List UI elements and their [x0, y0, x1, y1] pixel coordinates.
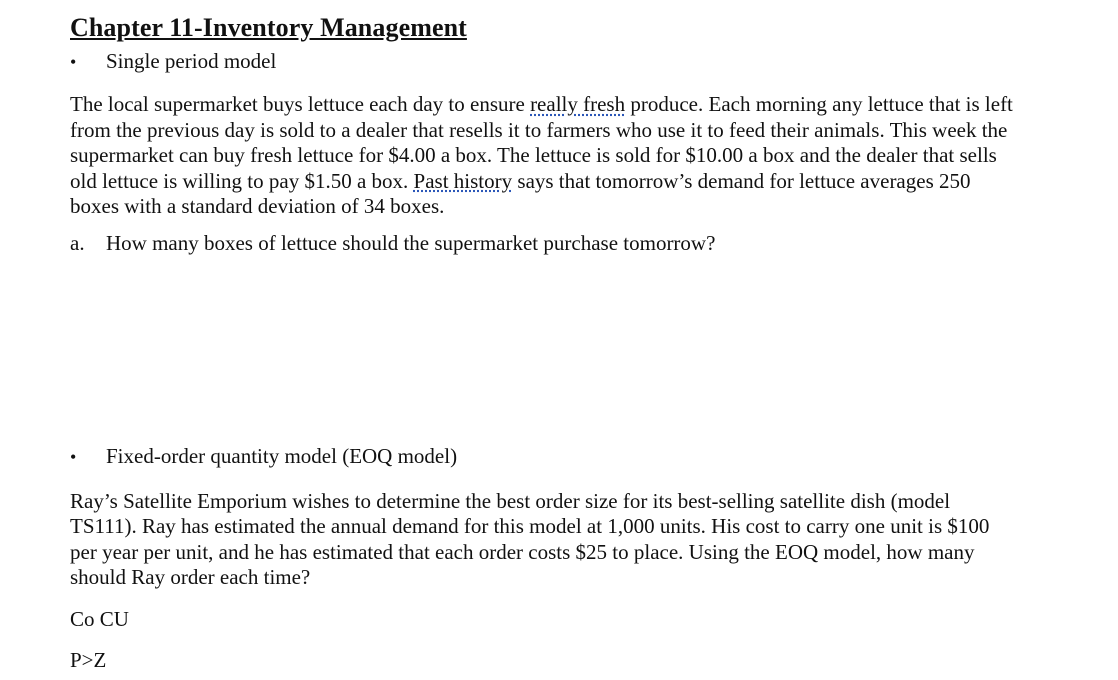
page-title: Chapter 11-Inventory Management: [70, 13, 467, 42]
note-co-cu: Co CU: [70, 606, 129, 631]
paragraph-text: The local supermarket buys lettuce each day to ensure: [70, 92, 531, 116]
question-text: How many boxes of lettuce should the supermarket purchase tomorrow?: [106, 230, 716, 255]
section-eoq-heading: [70, 443, 1070, 470]
section-heading-text: Fixed-order quantity model (EOQ model): [106, 443, 458, 468]
document-page: [70, 12, 1070, 673]
note-p-z: P>Z: [70, 647, 107, 672]
spellcheck-flagged-text[interactable]: really fresh: [530, 92, 626, 116]
section-single-period-heading: [70, 48, 1070, 75]
lettuce-problem-paragraph: [70, 92, 1015, 220]
question-marker: a.: [70, 230, 85, 255]
spellcheck-flagged-text[interactable]: Past history: [413, 168, 513, 193]
eoq-problem-paragraph: Ray’s Satellite Emporium wishes to determine the best order size for its best-selling satellite dish (model TS111). Ray has estimated the annual demand for this model at 1,000 units. His cost to carry one unit is $100 per year per unit, and he has estimated that each order costs $25 to place. Using the EOQ model, how many should Ray order each time?: [70, 488, 990, 589]
bullet-icon: •: [70, 446, 77, 467]
section-heading-text: Single period model: [106, 49, 277, 73]
paragraph-text: says that tomorrow’s demand for lettuce averages 250 boxes with a standard deviation of 34 boxes.: [70, 168, 971, 218]
bullet-icon: •: [70, 52, 77, 72]
question-a: [70, 230, 1070, 256]
paragraph-text: produce. Each morning any lettuce that is left from the previous day is sold to a dealer that resells it to farmers who use it to feed their animals. This week the supermarket can buy fresh lettuce for $4.00 a box. The lettuce is sold for $10.00 a box and the dealer that sells old lettuce is willing to pay $1.50 a box.: [70, 92, 1013, 193]
